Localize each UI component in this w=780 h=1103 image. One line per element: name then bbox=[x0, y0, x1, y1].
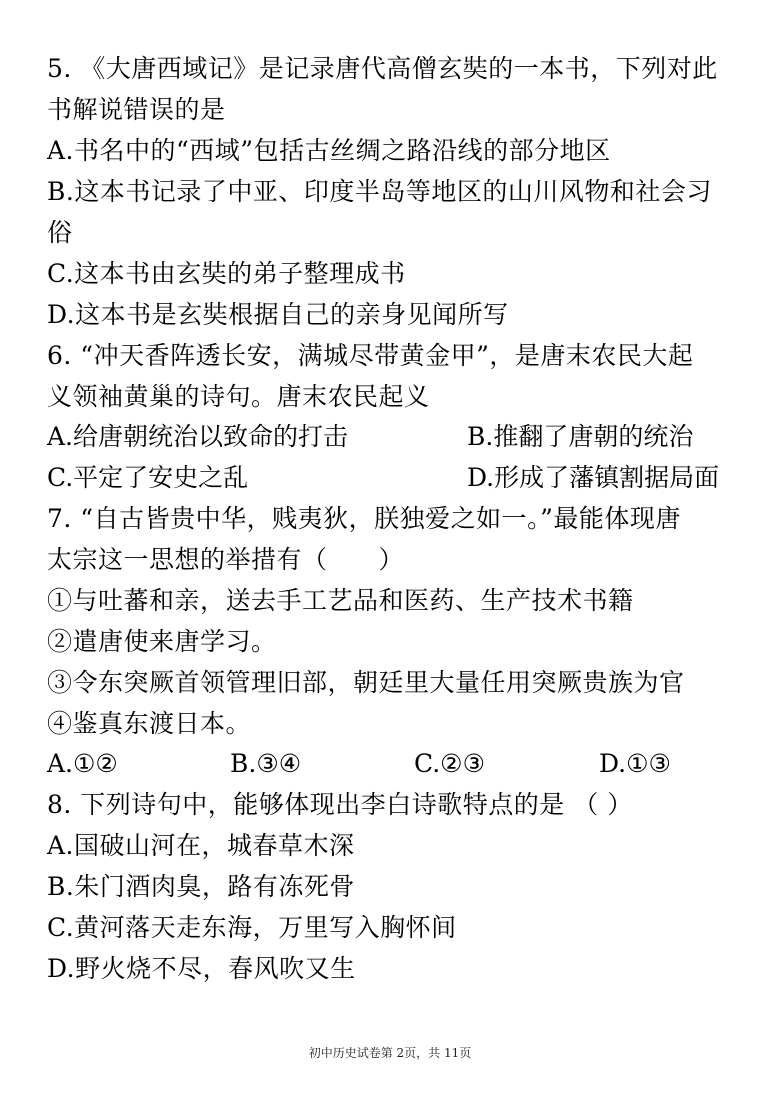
q7-stem-line-2: 太宗这一思想的举措有（ ） bbox=[47, 545, 405, 574]
q7-stem-line-1: 7. “自古皆贵中华，贱夷狄，朕独爱之如一。”最能体现唐 bbox=[47, 504, 681, 533]
q8-option-d: D.野火烧不尽，春风吹又生 bbox=[47, 954, 356, 983]
q5-option-d: D.这本书是玄奘根据自己的亲身见闻所写 bbox=[47, 300, 509, 329]
q6-stem-line-2: 义领袖黄巢的诗句。唐末农民起义 bbox=[47, 382, 430, 411]
q8-option-a: A.国破山河在，城春草木深 bbox=[47, 831, 355, 860]
page-footer: 初中历史试卷第 2页，共 11页 bbox=[308, 1046, 472, 1060]
q8-option-c: C.黄河落天走东海，万里写入胸怀间 bbox=[47, 913, 457, 942]
q7-option-a: A.①② bbox=[47, 749, 118, 778]
q6-stem-line-1: 6. “冲天香阵透长安，满城尽带黄金甲”，是唐末农民大起 bbox=[47, 341, 694, 370]
q6-option-a: A.给唐朝统治以致命的打击 bbox=[47, 422, 349, 451]
q7-item-4: ④鉴真东渡日本。 bbox=[47, 709, 252, 738]
q5-option-c: C.这本书由玄奘的弟子整理成书 bbox=[47, 259, 406, 288]
q7-option-c: C.②③ bbox=[414, 749, 486, 778]
q7-option-d: D.①③ bbox=[599, 749, 671, 778]
q8-option-b: B.朱门酒肉臭，路有冻死骨 bbox=[47, 872, 355, 901]
q7-option-b: B.③④ bbox=[230, 749, 302, 778]
q6-option-b: B.推翻了唐朝的统治 bbox=[467, 422, 694, 451]
q5-stem-line-1: 5. 《大唐西域记》是记录唐代高僧玄奘的一本书，下列对此 bbox=[47, 54, 718, 83]
q5-option-a: A.书名中的“西域”包括古丝绸之路沿线的部分地区 bbox=[47, 136, 611, 165]
q5-stem-line-2: 书解说错误的是 bbox=[47, 95, 226, 124]
q6-option-c: C.平定了安史之乱 bbox=[47, 463, 249, 492]
q5-option-b-line-2: 俗 bbox=[47, 218, 73, 247]
q7-item-3: ③令东突厥首领管理旧部，朝廷里大量任用突厥贵族为官 bbox=[47, 668, 685, 697]
q7-item-1: ①与吐蕃和亲，送去手工艺品和医药、生产技术书籍 bbox=[47, 586, 634, 615]
q5-option-b-line-1: B.这本书记录了中亚、印度半岛等地区的山川风物和社会习 bbox=[47, 177, 712, 206]
q8-stem: 8. 下列诗句中，能够体现出李白诗歌特点的是 （ ） bbox=[47, 790, 633, 819]
q6-option-d: D.形成了藩镇割据局面 bbox=[467, 463, 720, 492]
q7-item-2: ②遣唐使来唐学习。 bbox=[47, 627, 277, 656]
